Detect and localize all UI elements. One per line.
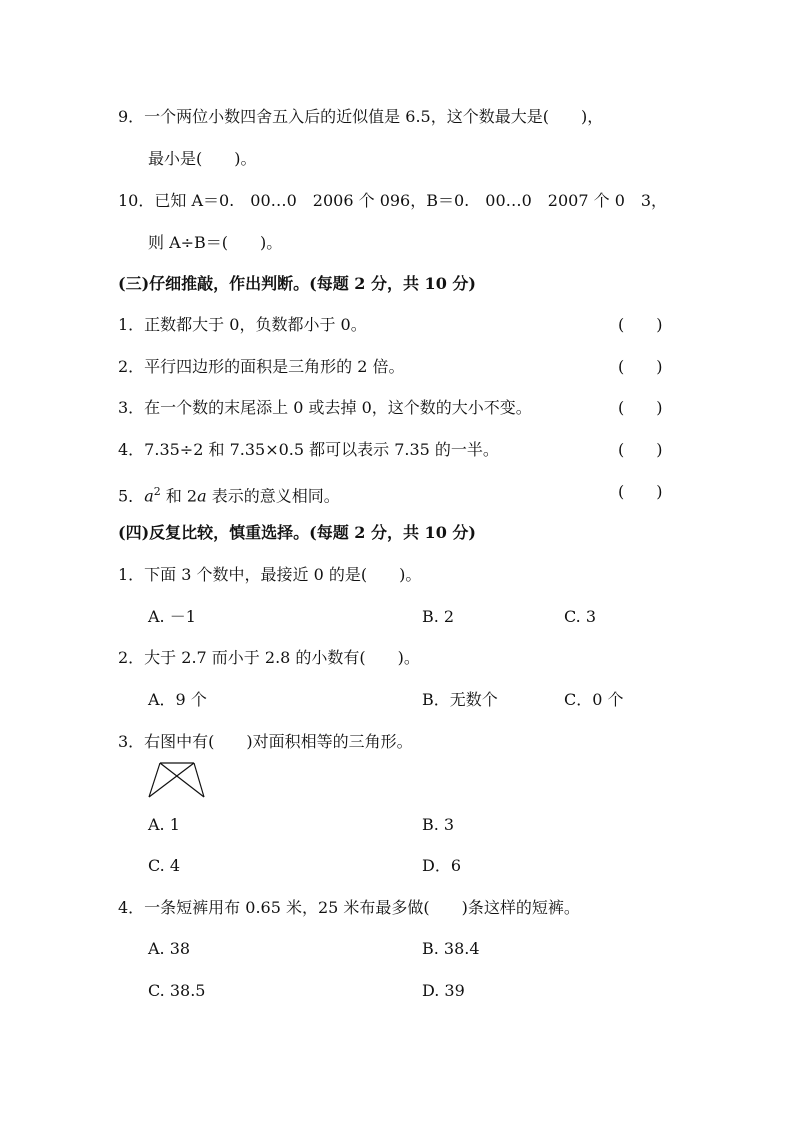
choice-q3-stem: 3．右图中有( )对面积相等的三角形。 (118, 732, 413, 751)
choice-q1-option-b[interactable]: B. 2 (422, 607, 455, 626)
choice-q4-option-c[interactable]: C. 38.5 (148, 981, 206, 1000)
q10-line1: 10．已知 A＝0. 00…0 2006 个 096，B＝0. 00…0 2007 个 0 3， (118, 191, 668, 210)
choice-q1-option-a[interactable]: A. －1 (148, 607, 196, 626)
section3-heading: (三)仔细推敲，作出判断。(每题 2 分，共 10 分) (118, 274, 476, 293)
judge-item-2: 2．平行四边形的面积是三角形的 2 倍。 (118, 357, 405, 376)
choice-q1-option-c[interactable]: C. 3 (564, 607, 597, 626)
judge-item-5 (118, 481, 340, 506)
judge-answer-paren-1[interactable]: ( ) (618, 315, 663, 334)
choice-q2-option-a[interactable]: A．9 个 (148, 690, 207, 709)
choice-q4-option-b[interactable]: B. 38.4 (422, 939, 480, 958)
var-a-2: a (197, 486, 207, 506)
judge-item-4: 4．7.35÷2 和 7.35×0.5 都可以表示 7.35 的一半。 (118, 440, 499, 459)
q10-line2: 则 A÷B＝( )。 (148, 233, 283, 252)
var-a: a (144, 486, 154, 506)
choice-q3-option-a[interactable]: A. 1 (148, 815, 180, 834)
choice-q2-option-b[interactable]: B．无数个 (422, 690, 498, 709)
q9-line1: 9．一个两位小数四舍五入后的近似值是 6.5，这个数最大是( )， (118, 107, 604, 126)
exponent: 2 (153, 485, 161, 498)
judge-item-1: 1．正数都大于 0，负数都小于 0。 (118, 315, 367, 334)
choice-q1-stem: 1．下面 3 个数中，最接近 0 的是( )。 (118, 565, 422, 584)
choice-q2-stem: 2．大于 2.7 而小于 2.8 的小数有( )。 (118, 648, 420, 667)
judge-item-3: 3．在一个数的末尾添上 0 或去掉 0，这个数的大小不变。 (118, 398, 532, 417)
judge-answer-paren-3[interactable]: ( ) (618, 398, 663, 417)
q9-line2: 最小是( )。 (148, 149, 257, 168)
judge-item-5-mid: 和 2 (160, 486, 198, 506)
choice-q4-stem: 4．一条短裤用布 0.65 米，25 米布最多做( )条这样的短裤。 (118, 898, 580, 917)
section4-heading: (四)反复比较，慎重选择。(每题 2 分，共 10 分) (118, 523, 476, 542)
choice-q2-option-c[interactable]: C．0 个 (564, 690, 624, 709)
judge-item-5-suffix: 表示的意义相同。 (206, 486, 340, 506)
choice-q4-option-d[interactable]: D. 39 (422, 981, 465, 1000)
choice-q3-option-b[interactable]: B. 3 (422, 815, 455, 834)
choice-q3-option-c[interactable]: C. 4 (148, 856, 181, 875)
judge-answer-paren-4[interactable]: ( ) (618, 440, 663, 459)
judge-item-5-prefix: 5． (118, 486, 145, 506)
judge-answer-paren-2[interactable]: ( ) (618, 357, 663, 376)
trapezoid-triangles-figure (148, 760, 206, 800)
choice-q4-option-a[interactable]: A. 38 (148, 939, 191, 958)
judge-answer-paren-5[interactable]: ( ) (618, 482, 663, 501)
choice-q3-option-d[interactable]: D．6 (422, 856, 462, 875)
